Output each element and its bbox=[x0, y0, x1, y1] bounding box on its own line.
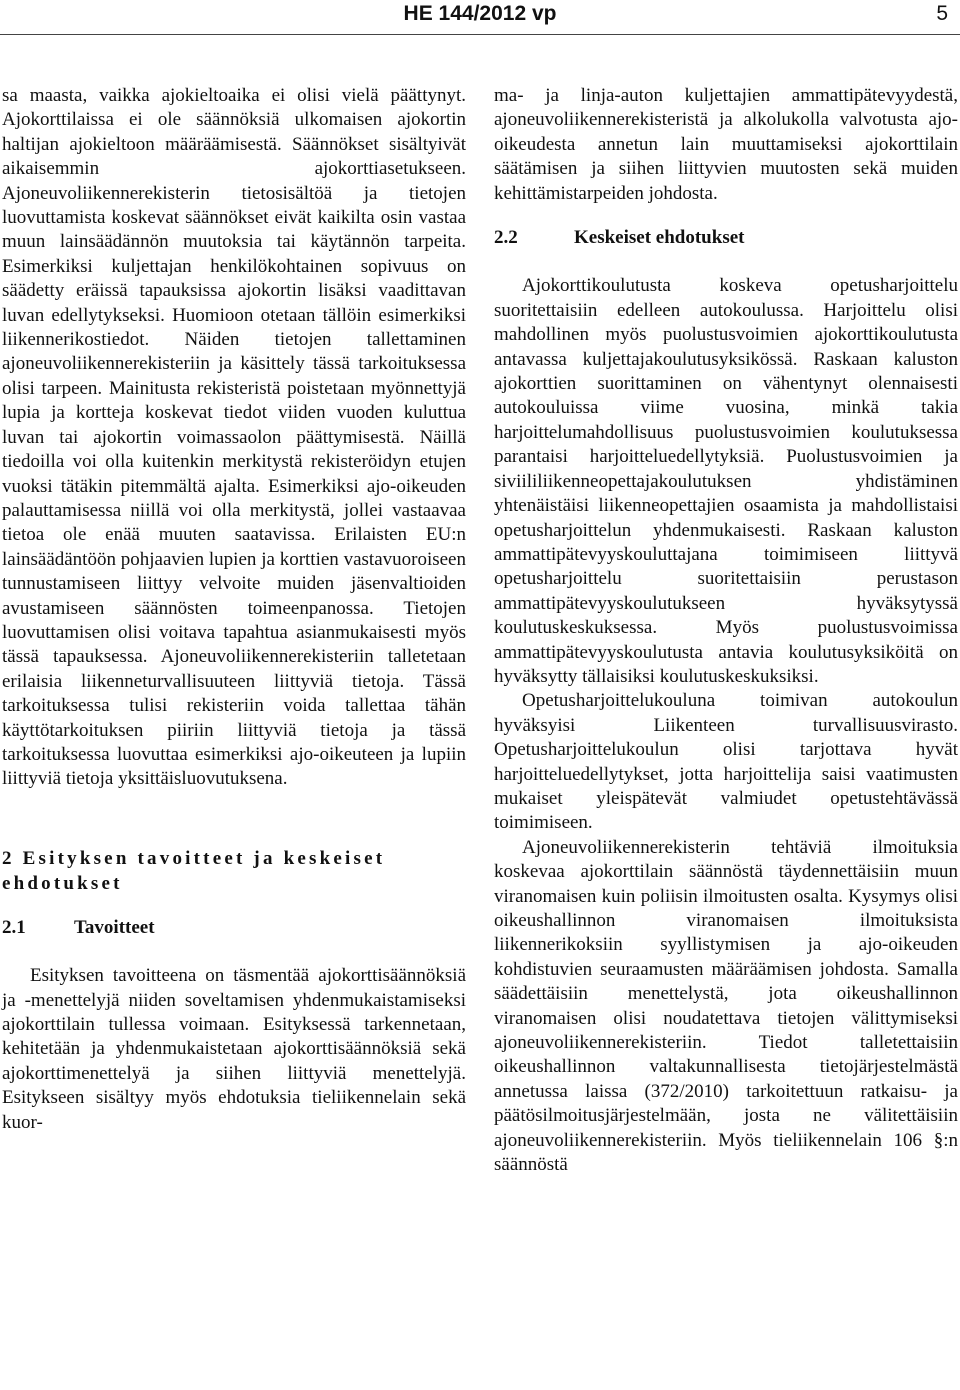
subsection-heading bbox=[2, 916, 466, 940]
paragraph: Esityksen tavoitteena on täsmentää ajokorttisäännöksiä ja -menettelyjä niiden soveltamisen yhdenmukaistamiseksi ajokorttilain tullessa voimaan. Esityksessä tarkennetaan, kehitetään ja yhdenmukaistetaan ajokorttisäännöksiä sekä ajokorttimenettelyä ja siihen liittyviä menettelyjä. Esitykseen sisältyy myös ehdotuksia tieliikennelain sekä kuor- bbox=[2, 965, 466, 1133]
subsection-title: Tavoitteet bbox=[74, 916, 155, 938]
paragraph: Opetusharjoittelukouluna toimivan autokoulun hyväksyisi Liikenteen turvallisuusvirasto. Opetusharjoittelukoulun olisi tarjottava hyvät harjoitteluedellytykset, jotta harjoittelija saisi vaatimusten mukaiset yleispätevät valmiudet opetustehtävässä toimimiseen. bbox=[494, 690, 958, 834]
subsection-title: Keskeiset ehdotukset bbox=[574, 227, 745, 249]
paragraph: Ajoneuvoliikennerekisterin tehtäviä ilmoituksia koskevaa ajokorttilain säännöstä täydennettäisiin muun viranomaisen kuin poliisin ilmoitusten osalta. Kysymys olisi oikeushallinnon viranomaisen ilmoituksista liikennerikoksiin syyllistymisen ja ajo-oikeuden kohdistuvien seuraamusten määräämisen johdosta. Samalla säädettäisiin menettelystä, jota oikeushallinnon viranomaisen olisi noudatettava tietojen välittymiseksi ajoneuvoliikennerekisteriin. Tiedot talletettaisiin oikeushallinnon valtakunnallisesta tietojärjestelmästä annetussa laissa (372/2010) tarkoitettuun ratkaisu- ja päätösilmoitusjärjestelmään, josta ne välitettäisiin ajoneuvoliikennerekisteriin. Myös tieliikennelain 106 §:n säännöstä bbox=[494, 836, 958, 1176]
subsection-number: 2.1 bbox=[2, 916, 26, 938]
subsection-heading bbox=[494, 226, 958, 250]
header-divider bbox=[0, 34, 960, 35]
subsection-number: 2.2 bbox=[494, 227, 518, 249]
paragraph: sa maasta, vaikka ajokieltoaika ei olisi vielä päättynyt. Ajokorttilaissa ei ole säännöksiä ulkomaisen ajokortin haltijan ajokieltoon määräämisestä. Säännökset sisältyivät aikaisemmin ajokorttiasetukseen. Ajoneuvoliikennerekisterin tietosisältöä ja tietojen luovuttamista koskevat säännökset eivät kaikilta osin vastaa muun lainsäädännön muutoksia tai käytännön tarpeita. Esimerkiksi kuljettajan henkilökohtainen sopivuus on säädetty eräissä tapauksissa ajokortin lisäksi vaadittavan luvan edellytykseksi. Huomioon otetaan tällöin esimerkiksi liikennerikostiedot. Näiden tietojen tallettaminen ajoneuvoliikennerekisteriin ja käsittely tässä tarkoituksessa olisi tarpeen. Mainitusta rekisteristä poistetaan myönnettyjä lupia ja kortteja koskevat tiedot viiden vuoden kuluttua luvan tai ajokortin voimassaolon päättymisestä. Näillä tiedoilla voi olla kuitenkin merkitystä rekisteröidyn etujen vuoksi tätäkin pitemmältä ajalta. Esimerkiksi ajo-oikeuden palauttamisessa niillä voi olla merkitystä, jollei vastaavaa tietoa ole enää muuten saatavissa. Erilaisten EU:n lainsäädäntöön pohjaavien lupien ja korttien vastavuoroiseen tunnustamiseen liittyy velvoite muiden jäsenvaltioiden avustamiseen säännösten toimeenpanossa. Tietojen luovuttamisen olisi voitava tapahtua asianmukaisesti myös tässä tapauksessa. Ajoneuvoliikennerekisteriin talletetaan erilaisia liikenneturvallisuuteen liittyviä tietoja. Tässä tarkoituksessa tulisi rekisteriin voida tallettaa tähän käyttötarkoituksen piiriin liittyviä tietoja ja tässä tarkoituksessa luovuttaa esimerkiksi ajo-oikeuteen ja lupiin liittyviä tietoja yksittäisluovutuksena. bbox=[2, 85, 466, 790]
right-column bbox=[494, 84, 958, 1177]
document-id: HE 144/2012 vp bbox=[403, 2, 557, 25]
left-column bbox=[2, 84, 466, 1135]
paragraph: Ajokorttikoulutusta koskeva opetusharjoittelu suoritettaisiin edelleen autokoulussa. Harjoittelu olisi mahdollinen myös puolustusvoimien ajokorttikoulutusta antavassa kuljettajakoulutusyksikössä. Raskaan kaluston ajokorttien suorittaminen on vähentynyt olennaisesti autokouluissa viime vuosina, minkä takia harjoittelumahdollisuus puolustusvoimien koulutuksessa parantaisi harjoitteluedellytyksiä. Puolustusvoimien ja siviililiikenneopettajakoulutuksen yhdistäminen yhtenäistäisi liikenneopettajien osaamista ja mahdollistaisi opetusharjoittelun yhdenmukaisesti. Raskaan kaluston ammattipätevyyskouluttajana toimimiseen liittyvä opetusharjoittelu suoritettaisiin perustason ammattipätevyyskoulutukseen hyväksytyssä koulutuskeskuksessa. Myös puolustusvoimissa ammattipätevyyskoulutusta antavia koulutusyksiköitä on hyväksytty tällaisiksi koulutuskeskuksiksi. bbox=[494, 275, 958, 687]
page-number: 5 bbox=[936, 2, 948, 25]
paragraph: ma- ja linja-auton kuljettajien ammattipätevyydestä, ajoneuvoliikennerekisteristä ja alkolukolla valvotusta ajo-oikeudesta annetun lain muuttamiseksi ajokorttilain säätämisen ja siihen liittyvien muutosten sekä muiden kehittämistarpeiden johdosta. bbox=[494, 85, 958, 204]
section-heading: 2 Esityksen tavoitteet ja keskeiset ehdotukset bbox=[2, 847, 386, 894]
